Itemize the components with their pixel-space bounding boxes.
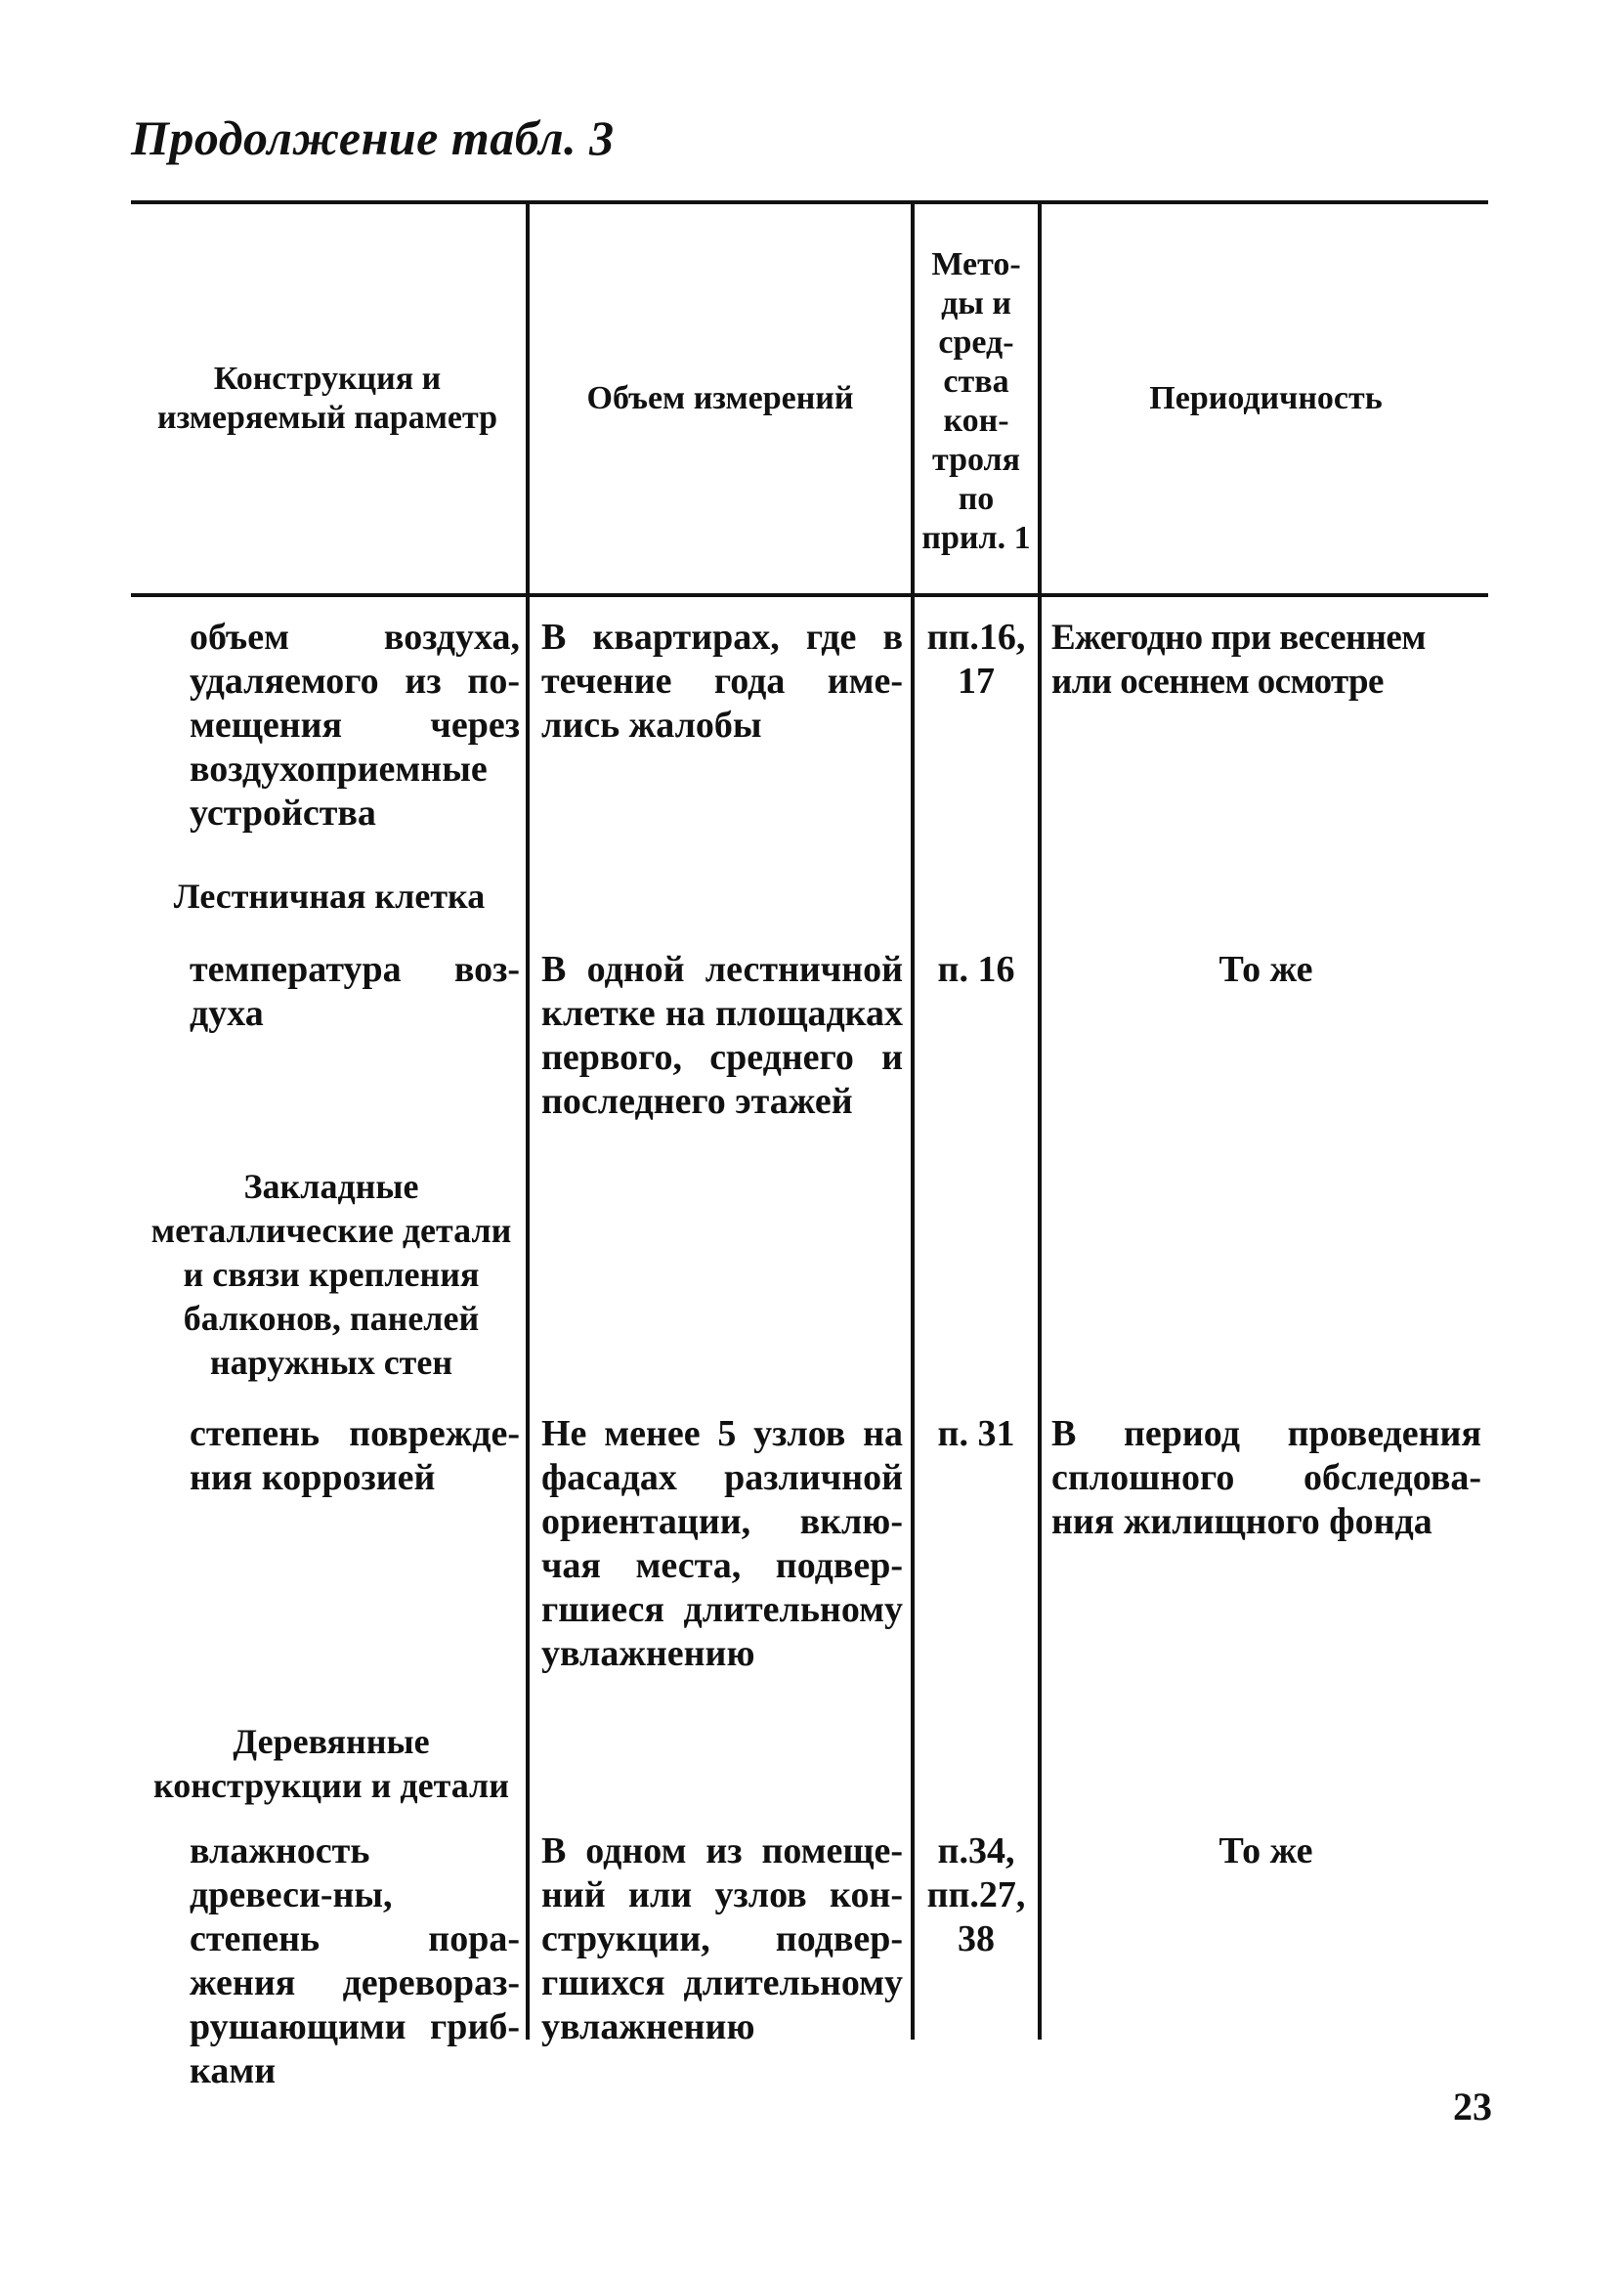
row-corrosion-period: В период проведения сплошного обследова-ния жилищного фонда (1051, 1413, 1481, 1542)
row-wood-method: п.34, пп.27, 38 (926, 1830, 1026, 1959)
row-staircase-temp-period: То же (1218, 949, 1313, 990)
row-corrosion-method: п. 31 (937, 1413, 1015, 1454)
header-periodicity: Периодичность (1149, 380, 1383, 416)
row-corrosion-scope: Не менее 5 узлов на фасадах различной ориентации, вклю-чая места, подвер-гшиеся длительному увлажнению (541, 1413, 903, 1674)
row-corrosion-param: степень поврежде-ния коррозией (190, 1413, 520, 1498)
table-caption: Продолжение табл. 3 (131, 110, 615, 165)
section-wooden: Деревянные конструкции и детали (153, 1722, 509, 1805)
header-measurement-scope: Объем измерений (586, 380, 854, 416)
row-air-volume-method: пп.16, 17 (926, 617, 1026, 702)
header-construction-param: Конструкция и измеряемый параметр (157, 361, 497, 436)
row-staircase-temp-method: п. 16 (937, 949, 1015, 990)
page-number: 23 (1453, 2085, 1492, 2128)
section-embedded-metal: Закладные металлические детали и связи крепления балконов, панелей наружных стен (150, 1167, 512, 1382)
section-staircase: Лестничная клетка (173, 877, 486, 916)
row-staircase-temp-scope: В одной лестничной клетке на площадках первого, среднего и последнего этажей (541, 949, 903, 1122)
row-wood-param: влажность древеси-ны, степень пора-жения деревораз-рушающими гриб-ками (190, 1830, 520, 2091)
row-air-volume-period: Ежегодно при весеннем или осеннем осмотре (1051, 618, 1426, 702)
row-air-volume-scope: В квартирах, где в течение года име-лись жалобы (541, 617, 903, 746)
column-divider-2 (911, 202, 915, 2040)
row-wood-period: То же (1218, 1830, 1313, 1871)
row-staircase-temp-param: температура воз-духа (190, 949, 520, 1034)
row-wood-scope: В одном из помеще-ний или узлов кон-струкции, подвер-гшихся длительному увлажнению (541, 1830, 903, 2047)
header-control-methods: Мето-ды и сред-ства кон-троля по прил. 1 (921, 246, 1031, 556)
column-divider-3 (1038, 202, 1042, 2040)
column-divider-1 (526, 202, 530, 2040)
row-air-volume-param: объем воздуха, удаляемого из по-мещения через воздухоприемные устройства (190, 617, 520, 834)
table-top-rule (131, 200, 1488, 204)
header-bottom-rule (131, 593, 1488, 597)
